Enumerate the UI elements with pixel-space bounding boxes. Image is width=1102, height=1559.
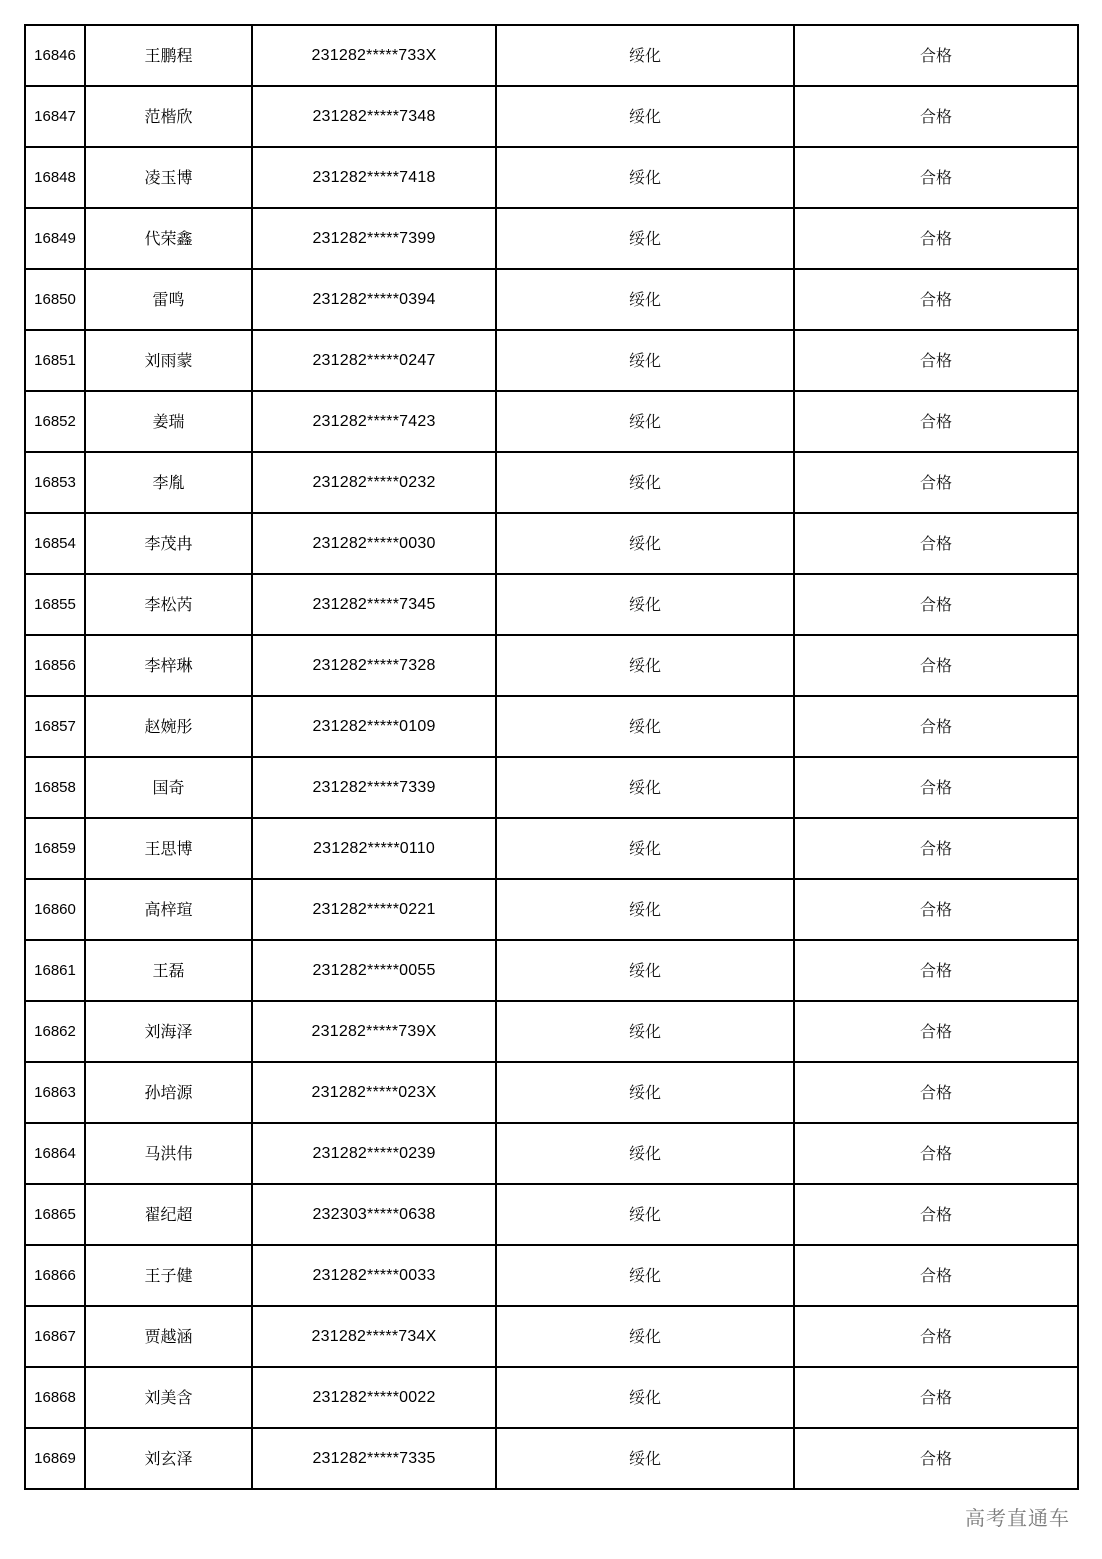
result-cell: 合格 bbox=[794, 1245, 1078, 1306]
result-cell: 合格 bbox=[794, 1428, 1078, 1489]
table-row bbox=[25, 25, 1078, 86]
results-table-body bbox=[25, 25, 1078, 1489]
serial-number-cell: 16848 bbox=[25, 147, 85, 208]
id-number-cell: 231282*****0221 bbox=[252, 879, 496, 940]
serial-number-cell: 16858 bbox=[25, 757, 85, 818]
region-cell: 绥化 bbox=[496, 1245, 794, 1306]
table-row bbox=[25, 1245, 1078, 1306]
result-cell: 合格 bbox=[794, 330, 1078, 391]
region-cell: 绥化 bbox=[496, 513, 794, 574]
region-cell: 绥化 bbox=[496, 25, 794, 86]
id-number-cell: 232303*****0638 bbox=[252, 1184, 496, 1245]
name-cell: 凌玉博 bbox=[85, 147, 252, 208]
region-cell: 绥化 bbox=[496, 1306, 794, 1367]
region-cell: 绥化 bbox=[496, 1367, 794, 1428]
name-cell: 高梓瑄 bbox=[85, 879, 252, 940]
serial-number-cell: 16862 bbox=[25, 1001, 85, 1062]
table-row bbox=[25, 330, 1078, 391]
serial-number-cell: 16859 bbox=[25, 818, 85, 879]
result-cell: 合格 bbox=[794, 1001, 1078, 1062]
name-cell: 贾越涵 bbox=[85, 1306, 252, 1367]
region-cell: 绥化 bbox=[496, 757, 794, 818]
table-row bbox=[25, 1184, 1078, 1245]
table-row bbox=[25, 269, 1078, 330]
region-cell: 绥化 bbox=[496, 452, 794, 513]
result-cell: 合格 bbox=[794, 147, 1078, 208]
name-cell: 姜瑞 bbox=[85, 391, 252, 452]
serial-number-cell: 16864 bbox=[25, 1123, 85, 1184]
id-number-cell: 231282*****7339 bbox=[252, 757, 496, 818]
id-number-cell: 231282*****7399 bbox=[252, 208, 496, 269]
region-cell: 绥化 bbox=[496, 1062, 794, 1123]
table-row bbox=[25, 818, 1078, 879]
table-row bbox=[25, 452, 1078, 513]
result-cell: 合格 bbox=[794, 208, 1078, 269]
id-number-cell: 231282*****0232 bbox=[252, 452, 496, 513]
result-cell: 合格 bbox=[794, 696, 1078, 757]
region-cell: 绥化 bbox=[496, 1184, 794, 1245]
table-row bbox=[25, 1062, 1078, 1123]
result-cell: 合格 bbox=[794, 1062, 1078, 1123]
table-row bbox=[25, 574, 1078, 635]
serial-number-cell: 16846 bbox=[25, 25, 85, 86]
serial-number-cell: 16854 bbox=[25, 513, 85, 574]
serial-number-cell: 16853 bbox=[25, 452, 85, 513]
region-cell: 绥化 bbox=[496, 879, 794, 940]
region-cell: 绥化 bbox=[496, 1001, 794, 1062]
result-cell: 合格 bbox=[794, 1367, 1078, 1428]
id-number-cell: 231282*****0239 bbox=[252, 1123, 496, 1184]
table-row bbox=[25, 757, 1078, 818]
table-row bbox=[25, 940, 1078, 1001]
region-cell: 绥化 bbox=[496, 391, 794, 452]
table-row bbox=[25, 1367, 1078, 1428]
serial-number-cell: 16856 bbox=[25, 635, 85, 696]
serial-number-cell: 16847 bbox=[25, 86, 85, 147]
id-number-cell: 231282*****7328 bbox=[252, 635, 496, 696]
serial-number-cell: 16867 bbox=[25, 1306, 85, 1367]
result-cell: 合格 bbox=[794, 1306, 1078, 1367]
region-cell: 绥化 bbox=[496, 269, 794, 330]
result-cell: 合格 bbox=[794, 391, 1078, 452]
serial-number-cell: 16852 bbox=[25, 391, 85, 452]
name-cell: 孙培源 bbox=[85, 1062, 252, 1123]
result-cell: 合格 bbox=[794, 513, 1078, 574]
id-number-cell: 231282*****0022 bbox=[252, 1367, 496, 1428]
name-cell: 国奇 bbox=[85, 757, 252, 818]
table-row bbox=[25, 391, 1078, 452]
serial-number-cell: 16850 bbox=[25, 269, 85, 330]
name-cell: 王思博 bbox=[85, 818, 252, 879]
name-cell: 李梓琳 bbox=[85, 635, 252, 696]
region-cell: 绥化 bbox=[496, 574, 794, 635]
id-number-cell: 231282*****0394 bbox=[252, 269, 496, 330]
table-row bbox=[25, 1428, 1078, 1489]
result-cell: 合格 bbox=[794, 635, 1078, 696]
table-row bbox=[25, 696, 1078, 757]
id-number-cell: 231282*****734X bbox=[252, 1306, 496, 1367]
id-number-cell: 231282*****7335 bbox=[252, 1428, 496, 1489]
result-cell: 合格 bbox=[794, 574, 1078, 635]
region-cell: 绥化 bbox=[496, 86, 794, 147]
serial-number-cell: 16857 bbox=[25, 696, 85, 757]
result-cell: 合格 bbox=[794, 940, 1078, 1001]
table-row bbox=[25, 635, 1078, 696]
result-cell: 合格 bbox=[794, 818, 1078, 879]
name-cell: 刘玄泽 bbox=[85, 1428, 252, 1489]
name-cell: 刘海泽 bbox=[85, 1001, 252, 1062]
name-cell: 赵婉彤 bbox=[85, 696, 252, 757]
id-number-cell: 231282*****733X bbox=[252, 25, 496, 86]
region-cell: 绥化 bbox=[496, 696, 794, 757]
name-cell: 代荣鑫 bbox=[85, 208, 252, 269]
result-cell: 合格 bbox=[794, 25, 1078, 86]
id-number-cell: 231282*****0033 bbox=[252, 1245, 496, 1306]
region-cell: 绥化 bbox=[496, 818, 794, 879]
region-cell: 绥化 bbox=[496, 635, 794, 696]
result-cell: 合格 bbox=[794, 86, 1078, 147]
table-row bbox=[25, 1001, 1078, 1062]
region-cell: 绥化 bbox=[496, 147, 794, 208]
name-cell: 王子健 bbox=[85, 1245, 252, 1306]
id-number-cell: 231282*****7345 bbox=[252, 574, 496, 635]
id-number-cell: 231282*****0110 bbox=[252, 818, 496, 879]
name-cell: 刘雨蒙 bbox=[85, 330, 252, 391]
table-row bbox=[25, 86, 1078, 147]
name-cell: 李松芮 bbox=[85, 574, 252, 635]
result-cell: 合格 bbox=[794, 1123, 1078, 1184]
result-cell: 合格 bbox=[794, 269, 1078, 330]
result-cell: 合格 bbox=[794, 757, 1078, 818]
region-cell: 绥化 bbox=[496, 330, 794, 391]
id-number-cell: 231282*****0109 bbox=[252, 696, 496, 757]
serial-number-cell: 16869 bbox=[25, 1428, 85, 1489]
id-number-cell: 231282*****7423 bbox=[252, 391, 496, 452]
name-cell: 王鹏程 bbox=[85, 25, 252, 86]
id-number-cell: 231282*****739X bbox=[252, 1001, 496, 1062]
serial-number-cell: 16866 bbox=[25, 1245, 85, 1306]
serial-number-cell: 16855 bbox=[25, 574, 85, 635]
results-table bbox=[24, 24, 1079, 1490]
region-cell: 绥化 bbox=[496, 208, 794, 269]
serial-number-cell: 16863 bbox=[25, 1062, 85, 1123]
table-row bbox=[25, 513, 1078, 574]
name-cell: 李茂冉 bbox=[85, 513, 252, 574]
table-row bbox=[25, 879, 1078, 940]
serial-number-cell: 16849 bbox=[25, 208, 85, 269]
table-row bbox=[25, 1123, 1078, 1184]
region-cell: 绥化 bbox=[496, 1428, 794, 1489]
id-number-cell: 231282*****023X bbox=[252, 1062, 496, 1123]
id-number-cell: 231282*****7418 bbox=[252, 147, 496, 208]
serial-number-cell: 16851 bbox=[25, 330, 85, 391]
name-cell: 王磊 bbox=[85, 940, 252, 1001]
serial-number-cell: 16860 bbox=[25, 879, 85, 940]
serial-number-cell: 16865 bbox=[25, 1184, 85, 1245]
name-cell: 翟纪超 bbox=[85, 1184, 252, 1245]
name-cell: 马洪伟 bbox=[85, 1123, 252, 1184]
table-row bbox=[25, 147, 1078, 208]
name-cell: 范楷欣 bbox=[85, 86, 252, 147]
result-cell: 合格 bbox=[794, 452, 1078, 513]
table-row bbox=[25, 208, 1078, 269]
watermark-text: 高考直通车 bbox=[963, 1502, 1072, 1531]
name-cell: 雷鸣 bbox=[85, 269, 252, 330]
name-cell: 刘美含 bbox=[85, 1367, 252, 1428]
id-number-cell: 231282*****0030 bbox=[252, 513, 496, 574]
serial-number-cell: 16861 bbox=[25, 940, 85, 1001]
result-cell: 合格 bbox=[794, 879, 1078, 940]
result-cell: 合格 bbox=[794, 1184, 1078, 1245]
table-row bbox=[25, 1306, 1078, 1367]
region-cell: 绥化 bbox=[496, 940, 794, 1001]
name-cell: 李胤 bbox=[85, 452, 252, 513]
id-number-cell: 231282*****0055 bbox=[252, 940, 496, 1001]
region-cell: 绥化 bbox=[496, 1123, 794, 1184]
serial-number-cell: 16868 bbox=[25, 1367, 85, 1428]
id-number-cell: 231282*****0247 bbox=[252, 330, 496, 391]
id-number-cell: 231282*****7348 bbox=[252, 86, 496, 147]
